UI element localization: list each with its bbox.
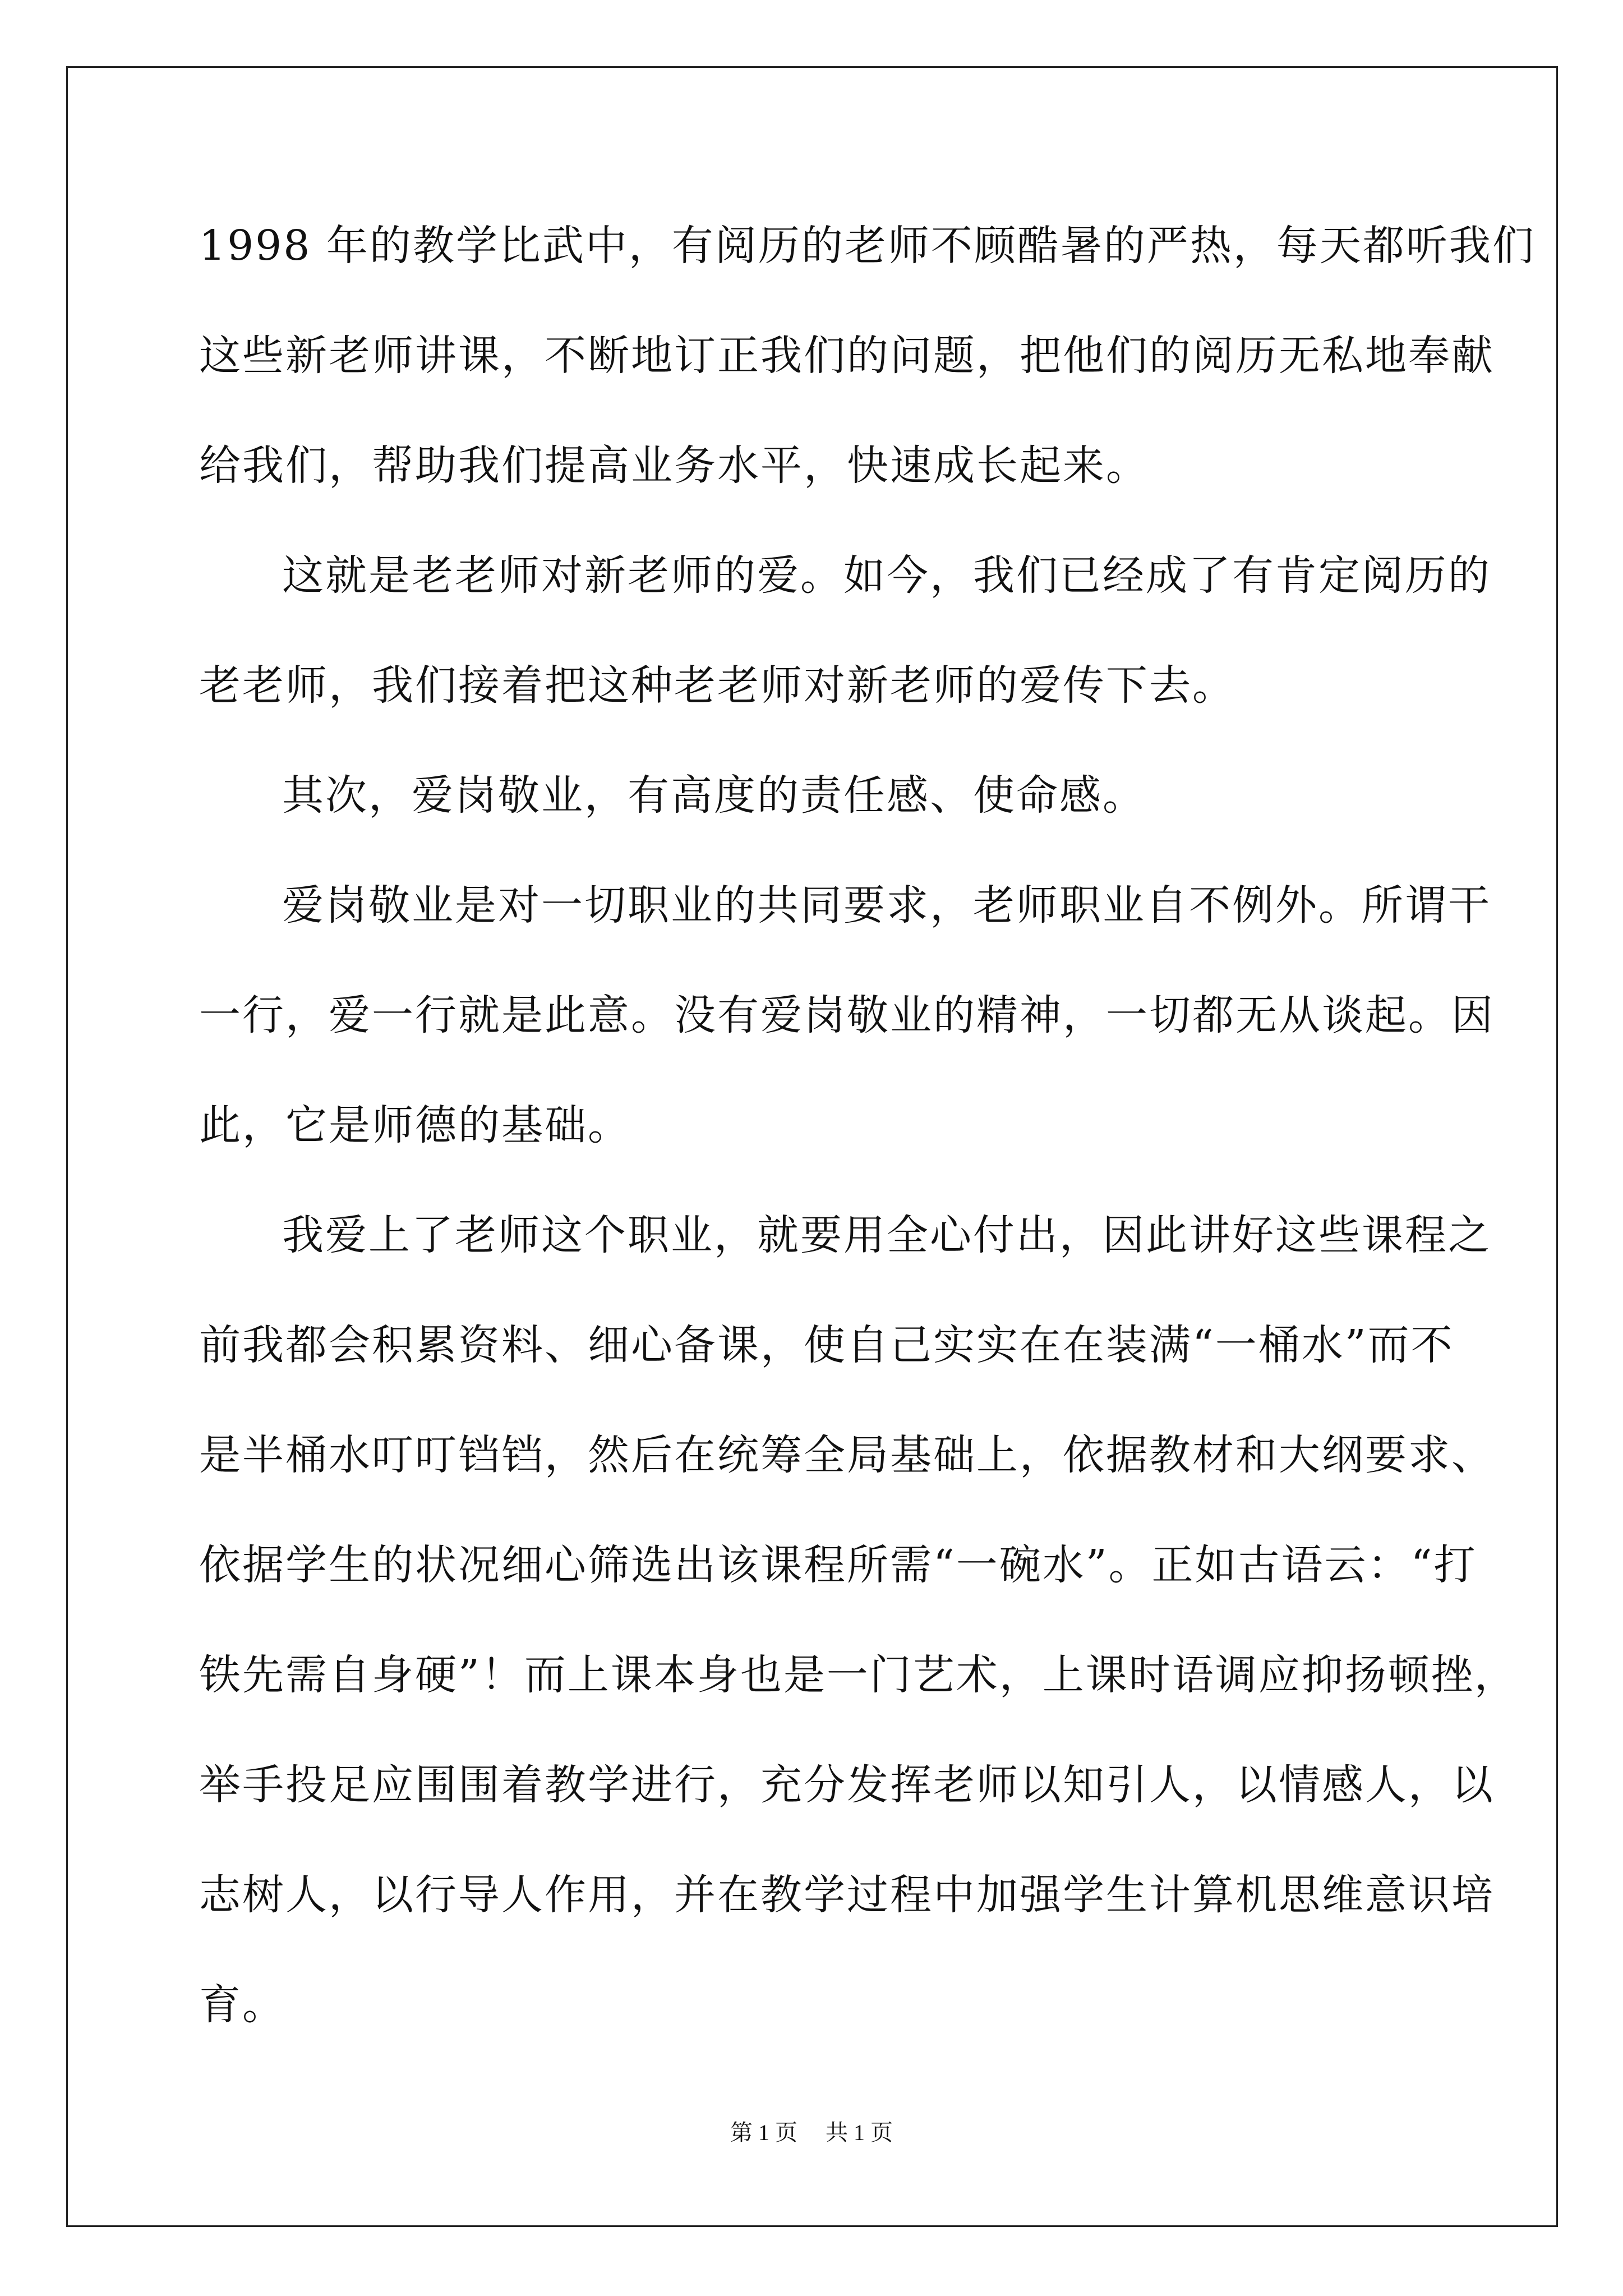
text-line: 老老师，我们接着把这种老老师对新老师的爱传下去。: [199, 661, 1235, 710]
document-body: [199, 191, 1536, 2060]
text-line: 依据学生的状况细心筛选出该课程所需“一碗水”。正如古语云：“打: [199, 1541, 1477, 1589]
text-line: 给我们，帮助我们提高业务水平，快速成长起来。: [199, 441, 1149, 490]
page-total: 共 1 页: [826, 2120, 893, 2145]
paragraph-start-line: 这就是老老师对新老师的爱。如今，我们已经成了有肯定阅历的: [282, 551, 1491, 600]
text-line: 这些新老师讲课，不断地订正我们的问题，把他们的阅历无私地奉献: [199, 332, 1495, 380]
text-line: 此，它是师德的基础。: [199, 1101, 631, 1149]
text-line: 一行，爱一行就是此意。没有爱岗敬业的精神，一切都无从谈起。因: [199, 991, 1495, 1039]
text-line: 育。: [199, 1981, 285, 2029]
text-line: 是半桶水叮叮铛铛，然后在统筹全局基础上，依据教材和大纲要求、: [199, 1431, 1495, 1479]
paragraph-start-line: 其次，爱岗敬业，有高度的责任感、使命感。: [282, 771, 1146, 820]
text-line: 志树人，以行导人作用，并在教学过程中加强学生计算机思维意识培: [199, 1871, 1495, 1919]
paragraph-start-line: 我爱上了老师这个职业，就要用全心付出，因此讲好这些课程之: [282, 1211, 1491, 1259]
text-line: 前我都会积累资料、细心备课，使自己实实在在装满“一桶水”而不: [199, 1321, 1454, 1369]
text-line: 铁先需自身硬”！而上课本身也是一门艺术，上课时语调应抑扬顿挫，: [199, 1651, 1518, 1699]
page-number: 第 1 页: [730, 2120, 797, 2145]
page-footer: [0, 2115, 1623, 2147]
text-line: 1998 年的教学比武中，有阅历的老师不顾酷暑的严热，每天都听我们: [199, 222, 1536, 270]
text-line: 举手投足应围围着教学进行，充分发挥老师以知引人，以情感人，以: [199, 1761, 1495, 1809]
paragraph-start-line: 爱岗敬业是对一切职业的共同要求，老师职业自不例外。所谓干: [282, 881, 1491, 930]
